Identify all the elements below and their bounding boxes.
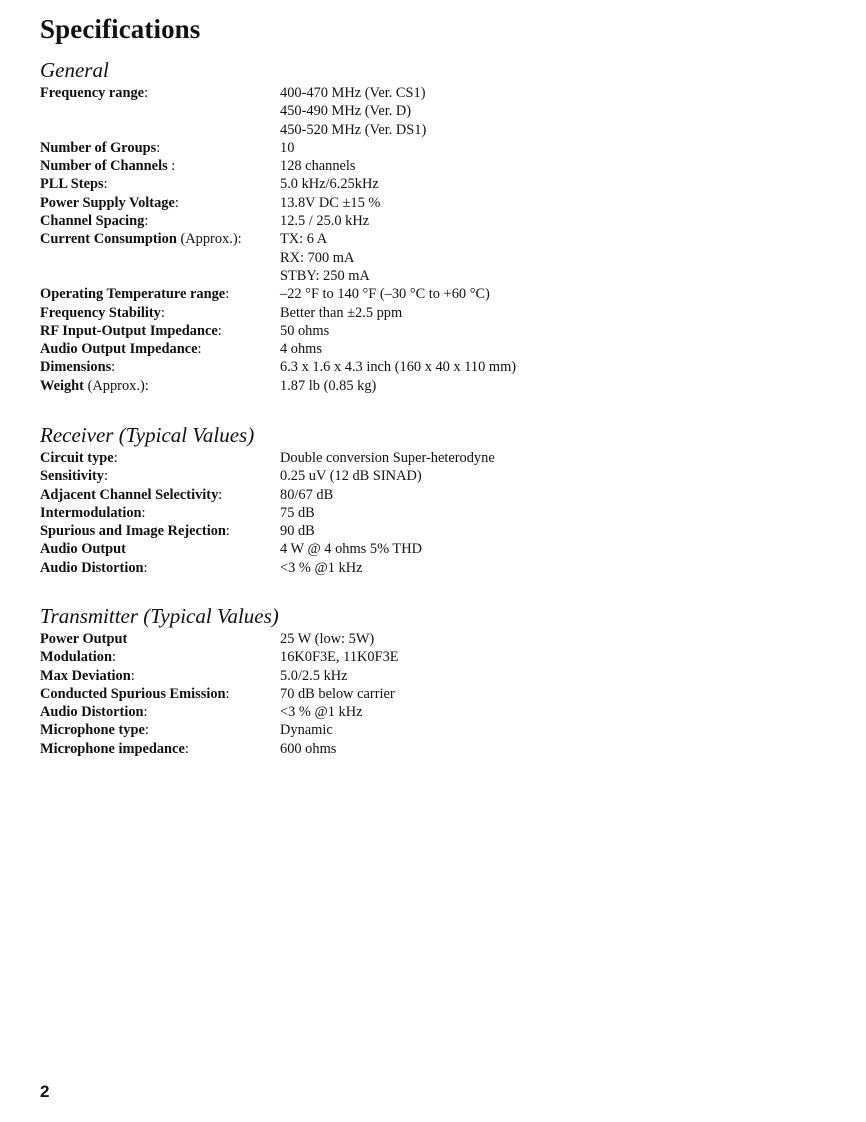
spec-values (280, 194, 380, 212)
spec-label (40, 175, 280, 193)
spec-label-suffix: (Approx.): (83, 377, 149, 394)
spec-row (40, 630, 820, 648)
spec-values (280, 467, 422, 485)
section-heading: Transmitter (Typical Values) (40, 604, 279, 628)
spec-values (280, 486, 333, 504)
spec-label-suffix: : (111, 359, 116, 376)
spec-value: –22 °F to 140 °F (–30 °C to +60 °C) (280, 286, 490, 303)
spec-label (40, 522, 280, 540)
spec-values (280, 340, 322, 358)
spec-row (40, 685, 820, 703)
spec-label-suffix: : (225, 523, 230, 540)
spec-label-suffix: : (174, 194, 179, 211)
spec-label (40, 304, 280, 322)
spec-value: 5.0 kHz/6.25kHz (280, 176, 379, 193)
spec-label (40, 721, 280, 739)
spec-label (40, 467, 280, 485)
spec-label-text: Audio Distortion (40, 559, 144, 576)
spec-label (40, 667, 280, 685)
spec-label-text: Spurious and Image Rejection (40, 523, 226, 540)
spec-rows (40, 449, 820, 577)
spec-row (40, 377, 820, 395)
spec-value: 10 (280, 139, 295, 156)
spec-row (40, 157, 820, 175)
section-heading: Receiver (Typical Values) (40, 423, 255, 447)
spec-row (40, 467, 820, 485)
spec-label-text: PLL Steps (40, 176, 104, 193)
spec-row (40, 139, 820, 157)
spec-label-text: Sensitivity (40, 468, 104, 485)
spec-label (40, 486, 280, 504)
spec-label (40, 703, 280, 721)
spec-values (280, 139, 294, 157)
spec-values (280, 540, 422, 558)
spec-label-suffix: : (143, 559, 148, 576)
spec-label-suffix: : (113, 450, 118, 466)
spec-row (40, 84, 820, 139)
spec-label-text: RF Input-Output Impedance (40, 322, 218, 339)
spec-value: 12.5 / 25.0 kHz (280, 213, 370, 230)
spec-value: 16K0F3E, 11K0F3E (280, 649, 399, 666)
spec-value: 13.8V DC ±15 % (280, 194, 381, 211)
spec-label (40, 648, 280, 666)
spec-row (40, 175, 820, 193)
spec-label (40, 740, 280, 758)
spec-row (40, 340, 820, 358)
spec-value: Double conversion Super-heterodyne (280, 450, 495, 466)
spec-value: <3 % @1 kHz (280, 704, 363, 721)
page-number: 2 (40, 1082, 50, 1101)
spec-values (280, 522, 315, 540)
spec-label-suffix: : (144, 213, 149, 230)
spec-value: 4 ohms (280, 341, 322, 358)
spec-value: <3 % @1 kHz (280, 559, 363, 576)
spec-rows (40, 630, 820, 758)
section-transmitter (40, 603, 820, 758)
spec-label-text: Frequency Stability (40, 304, 161, 321)
spec-label-text: Circuit type (40, 450, 114, 466)
spec-values (280, 449, 495, 467)
spec-values (280, 358, 516, 376)
spec-row (40, 230, 820, 285)
spec-label-text: Dimensions (40, 359, 112, 376)
spec-label (40, 504, 280, 522)
spec-values (280, 322, 329, 340)
spec-value: 4 W @ 4 ohms 5% THD (280, 541, 422, 558)
section-heading: General (40, 58, 109, 82)
spec-value: 80/67 dB (280, 486, 334, 503)
spec-value: 0.25 uV (12 dB SINAD) (280, 468, 422, 485)
spec-label-suffix: : (130, 667, 135, 684)
spec-value: Better than ±2.5 ppm (280, 304, 403, 321)
spec-row (40, 322, 820, 340)
spec-label-text: Number of Groups (40, 139, 157, 156)
spec-value: 70 dB below carrier (280, 685, 395, 702)
spec-row (40, 559, 820, 577)
spec-label-suffix: : (141, 504, 146, 521)
spec-label (40, 285, 280, 303)
spec-values (280, 157, 356, 175)
spec-label-text: Adjacent Channel Selectivity (40, 486, 219, 503)
spec-label-suffix: : (103, 468, 108, 485)
spec-label (40, 84, 280, 139)
spec-label (40, 377, 280, 395)
spec-values (280, 740, 336, 758)
spec-row (40, 648, 820, 666)
spec-label-text: Audio Output (40, 541, 126, 558)
spec-values (280, 304, 402, 322)
spec-label-text: Operating Temperature range (40, 286, 226, 303)
spec-label-suffix: : (144, 85, 149, 101)
spec-value: 1.87 lb (0.85 kg) (280, 377, 377, 394)
spec-label-text: Power Supply Voltage (40, 194, 175, 211)
spec-label (40, 157, 280, 175)
spec-row (40, 285, 820, 303)
spec-label-text: Modulation (40, 649, 112, 666)
spec-label-text: Weight (40, 377, 84, 394)
spec-label-suffix: (Approx.): (176, 231, 242, 248)
spec-value: STBY: 250 mA (280, 267, 370, 284)
spec-label (40, 212, 280, 230)
spec-row (40, 486, 820, 504)
spec-label (40, 559, 280, 577)
spec-label-suffix: : (197, 341, 202, 358)
spec-value: Dynamic (280, 722, 333, 739)
spec-row (40, 212, 820, 230)
spec-values (280, 703, 363, 721)
spec-value: 6.3 x 1.6 x 4.3 inch (160 x 40 x 110 mm) (280, 359, 517, 376)
spec-label (40, 540, 280, 558)
spec-row (40, 504, 820, 522)
spec-label-text: Power Output (40, 631, 128, 647)
spec-values (280, 212, 369, 230)
spec-values (280, 630, 374, 648)
spec-values (280, 559, 363, 577)
spec-label-text: Intermodulation (40, 504, 142, 521)
spec-row (40, 667, 820, 685)
spec-label (40, 630, 280, 648)
spec-value: 75 dB (280, 504, 315, 521)
spec-values (280, 377, 376, 395)
spec-label-text: Channel Spacing (40, 213, 145, 230)
spec-values (280, 504, 315, 522)
spec-values (280, 84, 426, 139)
spec-row (40, 522, 820, 540)
spec-value: 50 ohms (280, 322, 330, 339)
spec-label-suffix: : (144, 722, 149, 739)
spec-label (40, 358, 280, 376)
spec-label (40, 194, 280, 212)
spec-label-suffix: : (103, 176, 108, 193)
spec-label-text: Frequency range (40, 85, 145, 101)
spec-label-suffix: : (217, 322, 222, 339)
spec-label (40, 139, 280, 157)
spec-label-suffix: : (184, 740, 189, 757)
spec-values (280, 175, 379, 193)
spec-label (40, 449, 280, 467)
spec-label (40, 340, 280, 358)
spec-row (40, 194, 820, 212)
spec-value: 450-490 MHz (Ver. D) (280, 103, 412, 120)
spec-values (280, 285, 490, 303)
spec-label-suffix: : (225, 286, 230, 303)
spec-row (40, 449, 820, 467)
spec-row (40, 703, 820, 721)
spec-value: 450-520 MHz (Ver. DS1) (280, 121, 427, 138)
spec-label-suffix: : (143, 704, 148, 721)
spec-value: TX: 6 A (280, 231, 328, 248)
spec-label-text: Microphone type (40, 722, 145, 739)
spec-label-text: Number of Channels (40, 158, 168, 175)
spec-label (40, 685, 280, 703)
spec-values (280, 685, 395, 703)
spec-values (280, 230, 370, 285)
spec-value: 25 W (low: 5W) (280, 631, 375, 647)
spec-label-text: Max Deviation (40, 667, 131, 684)
spec-value: 90 dB (280, 523, 315, 540)
spec-rows (40, 84, 820, 395)
spec-label (40, 322, 280, 340)
spec-row (40, 540, 820, 558)
section-receiver (40, 422, 820, 577)
spec-label-suffix: : (218, 486, 223, 503)
spec-label-text: Current Consumption (40, 231, 177, 248)
spec-label-suffix: : (160, 304, 165, 321)
section-general (40, 57, 820, 395)
spec-label-suffix: : (225, 685, 230, 702)
spec-value: RX: 700 mA (280, 249, 355, 266)
spec-label-text: Microphone impedance (40, 740, 185, 757)
spec-value: 600 ohms (280, 740, 337, 757)
spec-label-suffix: : (111, 649, 116, 666)
spec-row (40, 304, 820, 322)
spec-values (280, 648, 399, 666)
spec-row (40, 740, 820, 758)
spec-value: 400-470 MHz (Ver. CS1) (280, 85, 426, 101)
spec-values (280, 667, 348, 685)
spec-row (40, 358, 820, 376)
spec-label-text: Audio Output Impedance (40, 341, 198, 358)
spec-label-suffix: : (156, 139, 161, 156)
spec-label-text: Audio Distortion (40, 704, 144, 721)
spec-value: 128 channels (280, 158, 356, 175)
spec-label (40, 230, 280, 285)
spec-value: 5.0/2.5 kHz (280, 667, 348, 684)
spec-label-text: Conducted Spurious Emission (40, 685, 226, 702)
spec-values (280, 721, 333, 739)
spec-label-suffix: : (167, 158, 176, 175)
spec-row (40, 721, 820, 739)
page-title: Specifications (40, 14, 201, 44)
